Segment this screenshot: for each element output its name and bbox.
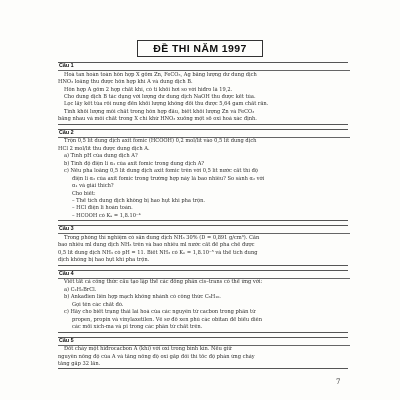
- text-line: Trộn 0,5 lít dung dịch axit fomic (HCOOH) 0,2 mol/lít vào 0,5 lít dung dịch: [64, 138, 257, 145]
- question-header-rule: [58, 337, 350, 346]
- text-line: Cho biết:: [72, 190, 96, 197]
- text-line: Hỗn hợp A gồm 2 hợp chất khí, có tỉ khối hơi so với hiđro là 19,2.: [64, 86, 233, 93]
- text-line: c) Nếu pha loãng 0,5 lít dung dịch axit fomic trên với 0,5 lít nước cất thì độ: [64, 168, 258, 175]
- question-header-rule: [58, 62, 350, 71]
- text-line: điện li α₂ của axit fomic trong trường hợp này là bao nhiêu? So sánh α₂ với: [72, 175, 265, 182]
- text-line: – HCOOH có Kₐ = 1,8.10⁻⁴: [72, 212, 141, 219]
- question-section: [58, 225, 348, 265]
- text-line: HNO₃ loãng thu được hỗn hợp khí A và dung dịch B.: [58, 79, 193, 86]
- text-line: Gọi tên các chất đó.: [72, 301, 124, 308]
- text-line: HCl 2 mol/lít thu được dung dịch A.: [58, 145, 150, 152]
- question-body: [58, 345, 348, 368]
- question-label: Câu 4: [59, 270, 74, 277]
- text-line: nguyên nồng độ của A và tăng nồng độ oxi gấp đôi thì tốc độ phản ứng cháy: [58, 353, 255, 360]
- text-line: b) Tính độ điện li α₁ của axit fomic trong dung dịch A?: [64, 160, 205, 167]
- text-line: b) Ankađien liên hợp mạch không nhánh có công thức C₆H₁₀.: [64, 294, 221, 301]
- text-line: Hoà tan hoàn toàn hỗn hợp X gồm Zn, FeCO₃, Ag bằng lượng dư dung dịch: [64, 71, 257, 78]
- page-title: ĐỀ THI NĂM 1997: [153, 42, 247, 55]
- text-line: – Thể tích dung dịch không bị hao hụt khi pha trộn.: [72, 197, 205, 204]
- text-line: propen, propin và vinylaxetilen. Vẽ sơ đồ xen phủ các obitan để biểu diễn: [72, 316, 263, 323]
- question-section: [58, 62, 348, 125]
- text-line: Cho dung dịch B tác dụng với lượng dư dung dịch NaOH thu được kết tủa.: [64, 93, 256, 100]
- question-label: Câu 3: [59, 226, 74, 233]
- text-line: các mối xích-ma và pi trong các phân tử chất trên.: [72, 324, 203, 331]
- question-header-rule: [58, 129, 350, 138]
- text-line: c) Hãy cho biết trạng thái lai hoá của các nguyên tử cacbon trong phân tử: [64, 309, 256, 316]
- question-label: Câu 5: [59, 337, 74, 344]
- text-line: bao nhiêu ml dung dịch NH₃ trên và bao nhiêu ml nước cất để pha chế được: [58, 242, 255, 249]
- text-line: tăng gấp 32 lần.: [58, 361, 101, 368]
- question-label: Câu 2: [59, 129, 74, 136]
- text-line: 0,5 lít dung dịch NH₃ có pH = 11. Biết NH₃ có Kₙ = 1,8.10⁻⁵ và thể tích dung: [58, 249, 258, 256]
- question-body: [58, 137, 348, 220]
- question-body: [58, 278, 348, 331]
- text-line: Tính khối lượng mỗi chất trong hỗn hợp đầu, biết khối lượng Zn và FeCO₃: [64, 108, 255, 115]
- question-section: [58, 270, 348, 333]
- page-title-box: [137, 40, 263, 57]
- text-line: a) C₂H₂BrCl.: [64, 286, 97, 293]
- question-section: [58, 129, 348, 222]
- question-header-rule: [58, 270, 350, 279]
- question-body: [58, 71, 348, 124]
- question-label: Câu 1: [59, 63, 74, 69]
- text-line: Đốt cháy một hiđrocacbon A (khí) với oxi trong bình kín. Nếu giữ: [64, 346, 232, 353]
- page-number: 7: [336, 378, 341, 386]
- question-header-rule: [58, 225, 350, 234]
- exam-content: [58, 62, 348, 369]
- text-line: α₁ và giải thích?: [72, 183, 114, 190]
- question-section: [58, 337, 348, 370]
- text-line: Viết tất cả công thức cấu tạo lập thể các đồng phân cis–trans có thể ứng với:: [64, 279, 263, 286]
- text-line: bằng nhau và mỗi chất trong X chỉ khử HNO₃ xuống một số oxi hoá xác định.: [58, 116, 257, 123]
- text-line: dịch không bị hao hụt khi pha trộn.: [58, 257, 150, 264]
- text-line: Trong phòng thí nghiệm có sẵn dung dịch NH₃ 30% (D = 0,891 g/cm³). Cần: [64, 234, 260, 241]
- text-line: a) Tính pH của dung dịch A?: [64, 153, 138, 160]
- text-line: – HCl điện li hoàn toàn.: [72, 205, 133, 212]
- text-line: Lọc lấy kết tủa rồi nung đến khối lượng không đổi thu được 5,64 gam chất rắn.: [64, 101, 269, 108]
- question-body: [58, 234, 348, 265]
